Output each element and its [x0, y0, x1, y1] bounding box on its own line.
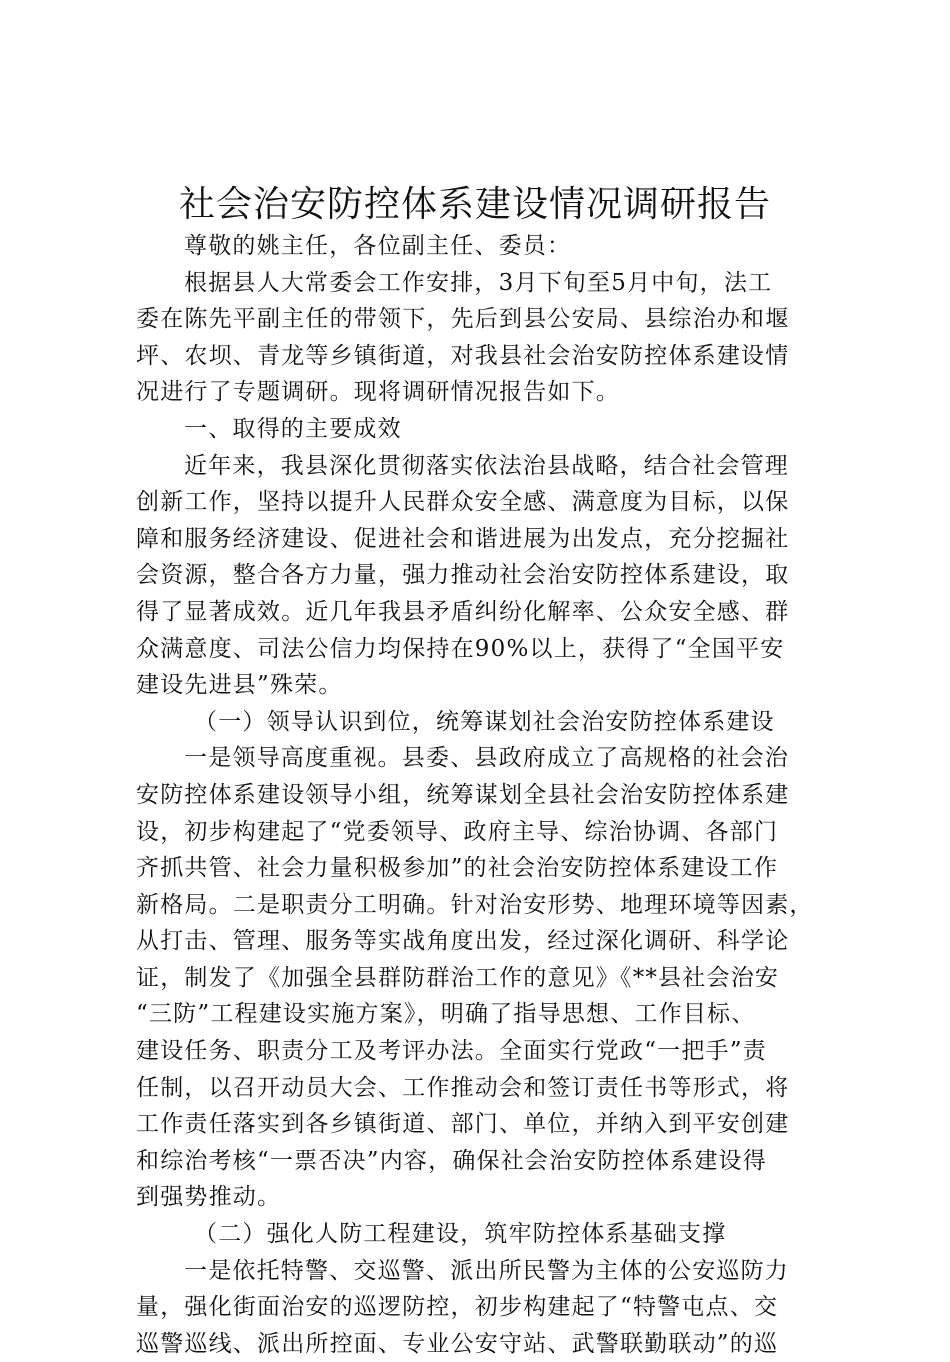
text-line: 众满意度、司法公信力均保持在90%以上，获得了“全国平安: [136, 635, 785, 662]
text-line: 一是依托特警、交巡警、派出所民警为主体的公安巡防力: [184, 1257, 789, 1284]
text-line: “三防”工程建设实施方案》，明确了指导思想、工作目标、: [136, 1001, 756, 1028]
text-line: 尊敬的姚主任，各位副主任、委员：: [184, 233, 572, 259]
text-line: 建设任务、职责分工及考评办法。全面实行党政“一把手”责: [136, 1038, 767, 1065]
text-line: 近年来，我县深化贯彻落实依法治县战略，结合社会管理: [184, 452, 789, 479]
document-body: [136, 228, 826, 1362]
text-line: 证，制发了《加强全县群防群治工作的意见》《**县社会治安: [136, 964, 780, 991]
text-line: 任制，以召开动员大会、工作推动会和签订责任书等形式，将: [136, 1074, 790, 1101]
text-line: 建设先进县”殊荣。: [136, 672, 343, 699]
text-line: 量，强化街面治安的巡逻防控，初步构建起了“特警屯点、交: [136, 1294, 779, 1321]
text-line: （二）强化人防工程建设，筑牢防控体系基础支撑: [194, 1221, 727, 1248]
text-line: 从打击、管理、服务等实战角度出发，经过深化调研、科学论: [136, 928, 790, 955]
text-line: 齐抓共管、社会力量积极参加”的社会治安防控体系建设工作: [136, 855, 779, 882]
text-line: 到强势推动。: [136, 1184, 282, 1211]
text-line: 创新工作，坚持以提升人民群众安全感、满意度为目标，以保: [136, 489, 790, 516]
text-line: 和综治考核“一票否决”内容，确保社会治安防控体系建设得: [136, 1147, 767, 1174]
text-line: 委在陈先平副主任的带领下，先后到县公安局、县综治办和堰: [136, 306, 790, 333]
text-line: 新格局。二是职责分工明确。针对治安形势、地理环境等因素，: [136, 891, 814, 918]
text-line: 工作责任落实到各乡镇街道、部门、单位，并纳入到平安创建: [136, 1111, 790, 1138]
text-line: 会资源，整合各方力量，强力推动社会治安防控体系建设，取: [136, 562, 790, 589]
text-line: 坪、农坝、青龙等乡镇街道，对我县社会治安防控体系建设情: [136, 342, 790, 369]
text-line: （一）领导认识到位，统筹谋划社会治安防控体系建设: [194, 708, 775, 735]
text-line: 得了显著成效。近几年我县矛盾纠纷化解率、公众安全感、群: [136, 598, 790, 625]
text-line: 一、取得的主要成效: [184, 415, 402, 442]
document-title: 社会治安防控体系建设情况调研报告: [178, 184, 771, 225]
text-line: 根据县人大常委会工作安排，3月下旬至5月中旬，法工: [184, 269, 773, 296]
text-line: 况进行了专题调研。现将调研情况报告如下。: [136, 379, 620, 406]
text-line: 障和服务经济建设、促进社会和谐进展为出发点，充分挖掘社: [136, 525, 790, 552]
text-line: 安防控体系建设领导小组，统筹谋划全县社会治安防控体系建: [136, 781, 790, 808]
text-line: 一是领导高度重视。县委、县政府成立了高规格的社会治: [184, 745, 789, 772]
text-line: 巡警巡线、派出所控面、专业公安守站、武警联勤联动”的巡: [136, 1330, 779, 1357]
text-line: 设，初步构建起了“党委领导、政府主导、综治协调、各部门: [136, 818, 779, 845]
